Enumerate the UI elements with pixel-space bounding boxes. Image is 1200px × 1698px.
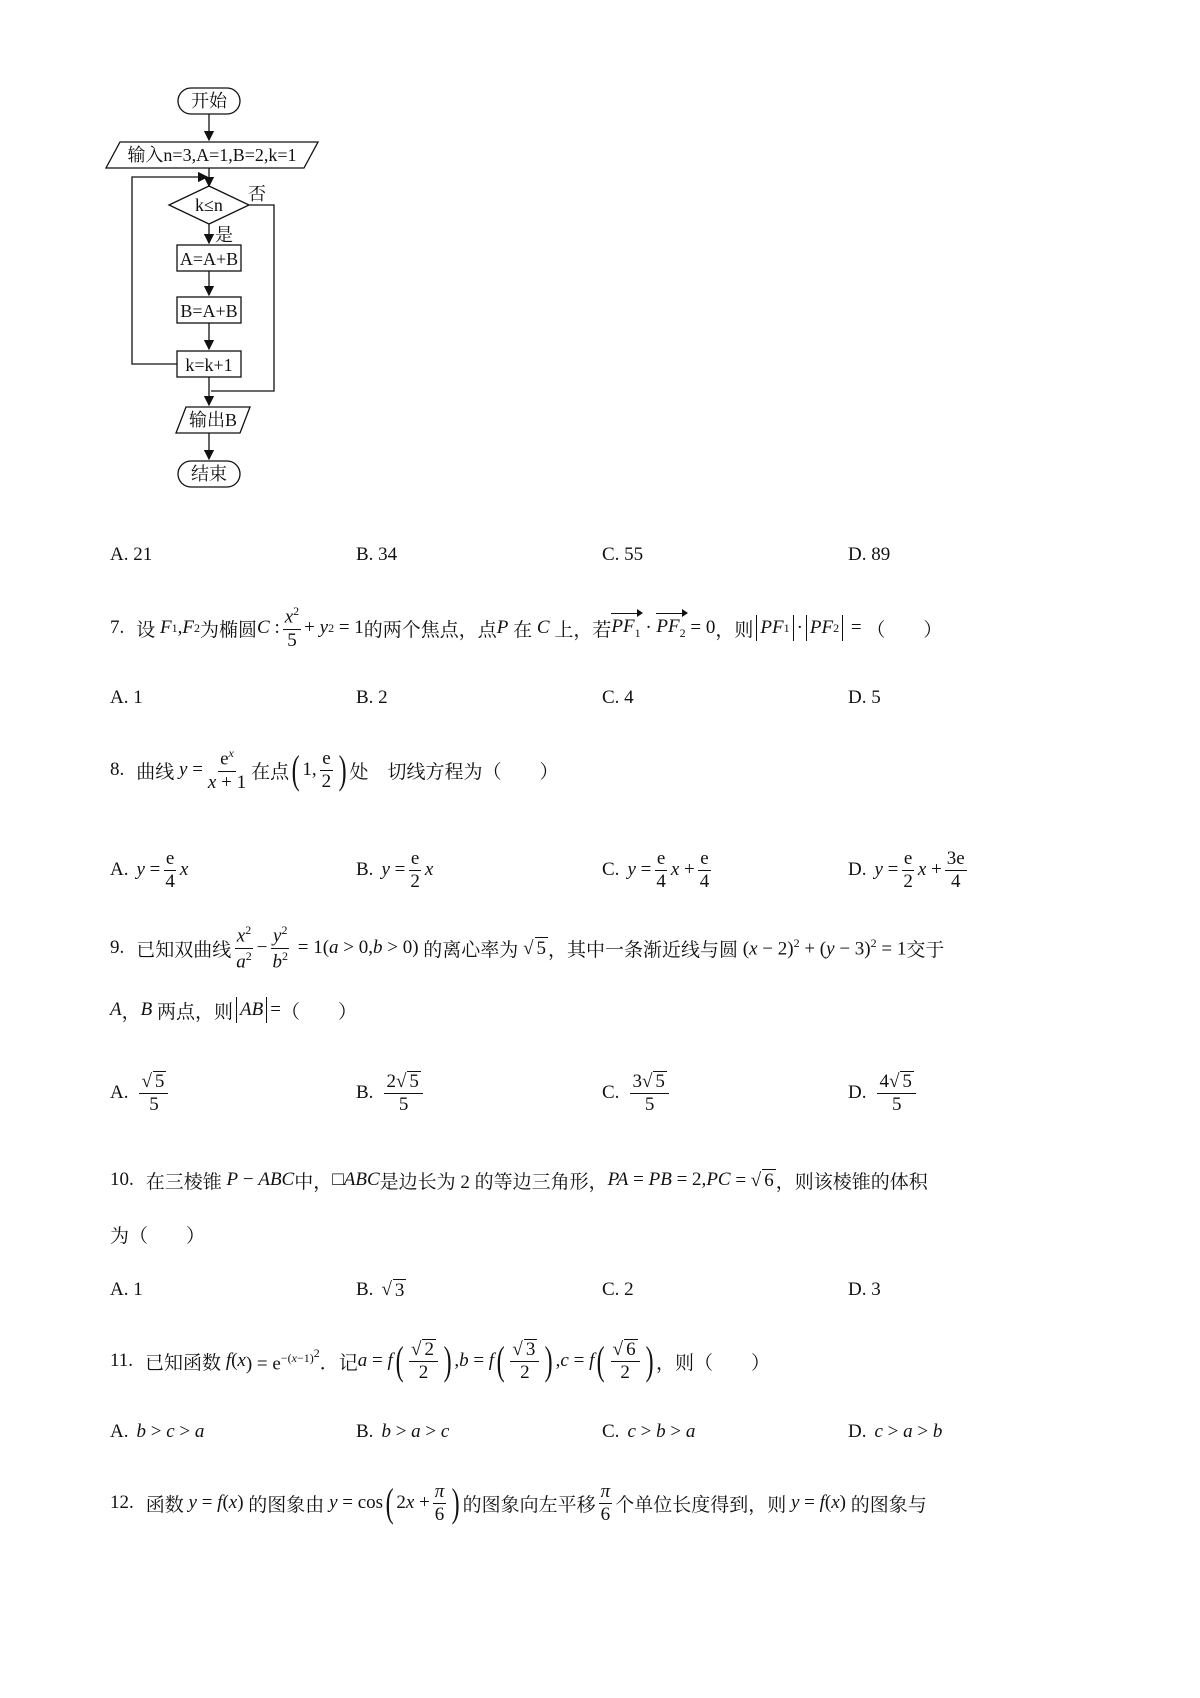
q11-options — [110, 1410, 1110, 1454]
question-9: 9. 已知双曲线 $\frac{x^2}{a^2}$ − $\frac{y^2}{b^2}$ = 1(a > 0,b > 0) 的离心率为 √ 5 ，其中一条渐近线与圆 $(x - 2)^2 + (y - 3)^2 = 1$ 交于 — [110, 923, 945, 972]
output-label: 输出B — [188, 410, 238, 430]
question-10-line2: 为（ ） — [110, 1225, 206, 1247]
q7-options — [110, 676, 1110, 720]
q8-option-b: B. y = $\frac{e}{2}$ x — [356, 847, 434, 892]
question-12: 12. 函数 y = f ( x ) 的图象由 y = cos ( 2x + $\frac{\pi}{6}$ ) 的图象向左平移 $\frac{\pi}{6}$ 个单位长度得到，则 y = f ( x ) 的图象与 — [110, 1480, 927, 1525]
q7-option-a: A. 1 — [110, 687, 143, 708]
q7-option-b: B. 2 — [356, 687, 388, 708]
q11-option-b: B. b > a > c — [356, 1421, 450, 1442]
q6-option-d: D. 89 — [848, 544, 891, 565]
question-8: 8. 曲线 y = $\frac{e^x}{x + 1}$ 在点 ( 1, $\frac{e}{2}$ ) 处 切线方程为（ ） — [110, 746, 559, 793]
q9-option-d: D. $\frac{4√ 5}{5}$ — [848, 1062, 919, 1124]
step-k-label: k=k+1 — [185, 355, 233, 375]
q9-options — [110, 1062, 1110, 1124]
q6-option-b: B. 34 — [356, 544, 398, 565]
q8-options — [110, 838, 1110, 902]
q8-option-d: D. y = $\frac{e}{2}$ x + $\frac{3e}{4}$ — [848, 847, 965, 892]
q10-option-a: A. 1 — [110, 1279, 143, 1300]
q6-option-c: C. 55 — [602, 544, 644, 565]
q10-option-b: B. √ 3 — [356, 1279, 405, 1301]
q7-option-d: D. 5 — [848, 687, 881, 708]
q9-option-c: C. $\frac{3√ 5}{5}$ — [602, 1062, 672, 1124]
q8-option-c: C. y = $\frac{e}{4}$ x + $\frac{e}{4}$ — [602, 847, 710, 892]
question-10: 10. 在三棱锥 P − ABC 中， □ ABC 是边长为 2 的等边三角形， PA = PB = 2, PC = √ 6 ，则该棱锥的体积 — [110, 1169, 928, 1193]
question-9-line2: A ， B 两点，则 AB = （ ） — [110, 999, 357, 1023]
condition-label: k≤n — [195, 195, 223, 215]
input-label: 输入n=3,A=1,B=2,k=1 — [127, 145, 297, 165]
step-a-label: A=A+B — [179, 249, 239, 269]
question-11: 11. 已知函数 f ( x ) = $e^{-(x-1)^2}$ ．记 a = f ( $\frac{√ 2}{2}$ ) , b = f ( $\frac{√ 3}{2}$ ) , c = f ( $\frac{√ 6}{2}$ ) ，则（ ） — [110, 1338, 770, 1383]
yes-label: 是 — [215, 225, 233, 245]
flowchart — [100, 85, 360, 545]
no-label: 否 — [248, 184, 266, 204]
q11-option-d: D. c > a > b — [848, 1421, 943, 1442]
q8-option-a: A. y = $\frac{e}{4}$ x — [110, 847, 189, 892]
end-label: 结束 — [191, 464, 227, 484]
q10-option-d: D. 3 — [848, 1279, 881, 1300]
step-b-label: B=A+B — [180, 301, 238, 321]
q6-option-a: A. 21 — [110, 544, 153, 565]
q6-options — [110, 533, 1110, 577]
q7-option-c: C. 4 — [602, 687, 634, 708]
start-label: 开始 — [191, 91, 227, 111]
q10-options — [110, 1268, 1110, 1312]
q9-option-b: B. $\frac{2√ 5}{5}$ — [356, 1062, 426, 1124]
question-7: 7. 设 F 1 , F 2 为椭圆 C : $\frac{x^2}{5}$ + y 2 = 1 的两个焦点，点 P 在 C 上，若 $PF_1$ · $PF_2$ = 0 ，则 PF 1 · PF 2 = （ ） — [110, 604, 943, 651]
q11-option-c: C. c > b > a — [602, 1421, 696, 1442]
q9-option-a: A. $\frac{√ 5}{5}$ — [110, 1062, 171, 1124]
q10-option-c: C. 2 — [602, 1279, 634, 1300]
q11-option-a: A. b > c > a — [110, 1421, 205, 1442]
